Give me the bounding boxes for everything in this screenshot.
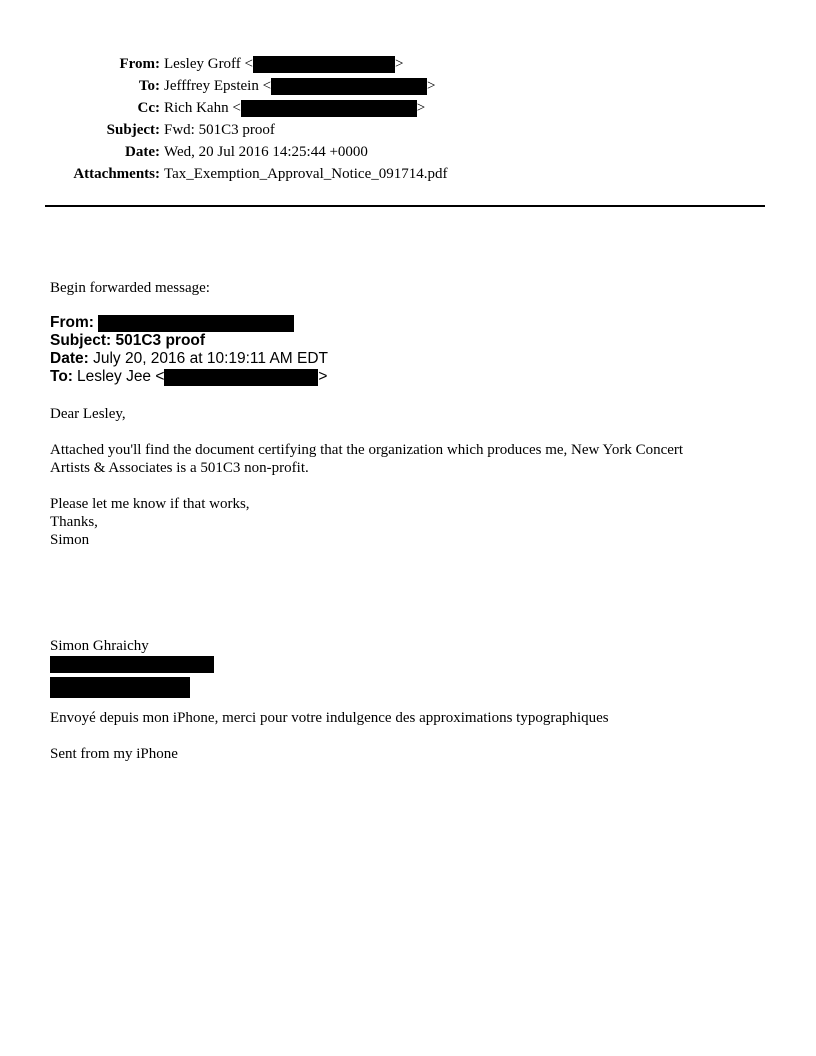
fwd-to-name: Lesley Jee < [76,368,165,385]
header-date-row [0,141,816,163]
redaction-block [98,315,294,332]
fwd-to-end: > [318,368,328,385]
redaction-block [164,369,318,386]
fwd-date-label: Date: [50,350,89,367]
forwarded-header [50,314,770,386]
signature-sent: Sent from my iPhone [50,746,178,762]
paragraph-1 [50,441,770,477]
fwd-from-row [50,314,770,332]
to-label: To: [138,78,160,94]
fwd-subject-row [50,332,770,350]
email-header [0,53,816,185]
from-end: > [395,56,404,72]
redaction-block [241,100,417,117]
date-value: Wed, 20 Jul 2016 14:25:44 +0000 [164,144,368,160]
signature [50,637,770,698]
fwd-to-row [50,368,770,386]
header-subject-row [0,119,816,141]
signature-french-block [50,709,770,727]
to-name: Jefffrey Epstein < [164,78,272,94]
header-divider [45,205,765,207]
fwd-subject-value: 501C3 proof [115,332,206,349]
date-label: Date: [125,144,160,160]
paragraph-2-line-1: Please let me know if that works, [50,496,250,512]
header-attachments-row [0,163,816,185]
redaction-block [50,656,214,673]
attachments-label: Attachments: [73,166,160,182]
forwarded-intro: Begin forwarded message: [50,280,210,296]
paragraph-2 [50,495,770,549]
header-cc-row [0,97,816,119]
to-end: > [427,78,436,94]
redaction-block [271,78,427,95]
header-to-row [0,75,816,97]
signature-name: Simon Ghraichy [50,638,149,654]
paragraph-2-line-2: Thanks, [50,514,98,530]
paragraph-1-line-1: Attached you'll find the document certifying that the organization which produces me, New York Concert [50,442,684,458]
paragraph-1-line-2: Artists & Associates is a 501C3 non-profit. [50,460,309,476]
fwd-subject-label: Subject: [50,332,112,349]
attachment-filename: Tax_Exemption_Approval_Notice_091714.pdf [164,166,448,182]
subject-value: Fwd: 501C3 proof [164,122,275,138]
from-label: From: [119,56,160,72]
signature-french: Envoyé depuis mon iPhone, merci pour votre indulgence des approximations typographiques [50,710,609,726]
cc-name: Rich Kahn < [164,100,241,116]
forwarded-intro-block [50,279,770,297]
from-name: Lesley Groff < [164,56,253,72]
paragraph-2-line-3: Simon [50,532,90,548]
cc-label: Cc: [137,100,160,116]
header-from-row [0,53,816,75]
cc-end: > [416,100,426,116]
fwd-date-value: July 20, 2016 at 10:19:11 AM EDT [93,350,329,367]
fwd-date-row [50,350,770,368]
fwd-to-label: To: [50,368,73,385]
fwd-from-label: From: [50,314,94,331]
message-body [50,405,770,423]
signature-sent-block [50,745,770,763]
subject-label: Subject: [106,122,160,138]
redaction-block [50,677,190,698]
greeting: Dear Lesley, [50,406,126,422]
redaction-block [253,56,395,73]
